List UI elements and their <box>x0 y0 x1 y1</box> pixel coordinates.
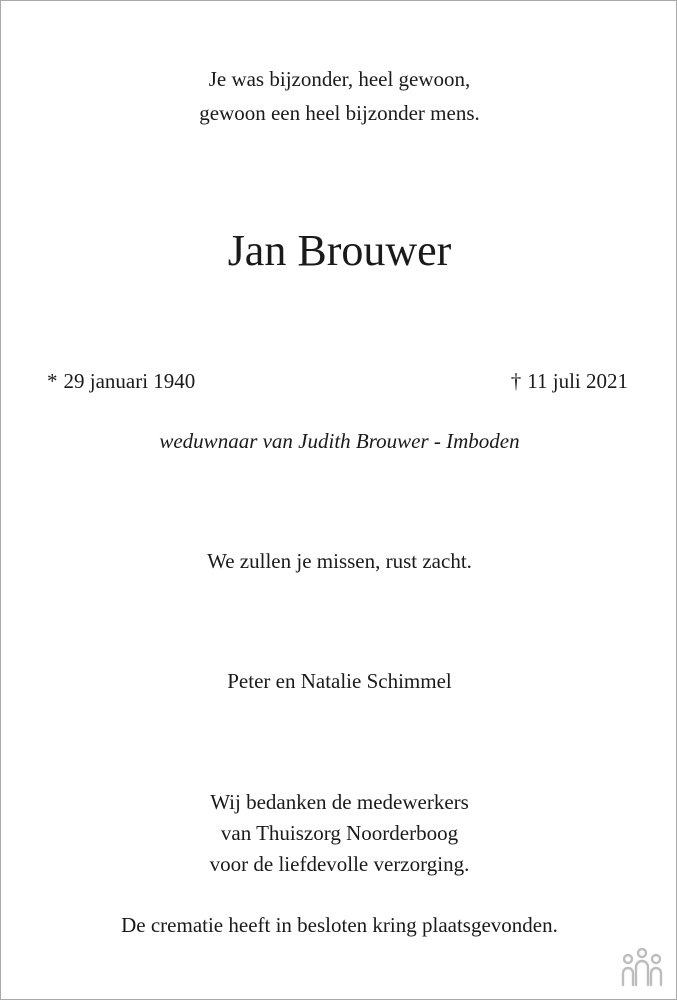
thanks-line-2: van Thuiszorg Noorderboog <box>220 821 459 845</box>
birth-symbol: * <box>47 369 58 393</box>
cremation-note: De crematie heeft in besloten kring plaatsgevonden. <box>121 913 558 937</box>
relation-line: weduwnaar van Judith Brouwer - Imboden <box>159 429 520 453</box>
thanks-line-3: voor de liefdevolle verzorging. <box>209 852 470 876</box>
poem-line-2: gewoon een heel bijzonder mens. <box>199 101 480 125</box>
farewell-line: We zullen je missen, rust zacht. <box>207 549 472 573</box>
death-date-row <box>511 367 628 395</box>
thanks-line-1: Wij bedanken de medewerkers <box>210 790 469 814</box>
signers-line: Peter en Natalie Schimmel <box>227 669 452 693</box>
death-symbol: † <box>510 369 522 393</box>
death-date: 11 juli 2021 <box>527 369 628 393</box>
poem-line-1: Je was bijzonder, heel gewoon, <box>208 67 471 91</box>
birth-date-row <box>47 367 195 395</box>
birth-date: 29 januari 1940 <box>63 369 196 393</box>
deceased-name: Jan Brouwer <box>227 226 452 275</box>
people-group-icon <box>619 945 665 989</box>
